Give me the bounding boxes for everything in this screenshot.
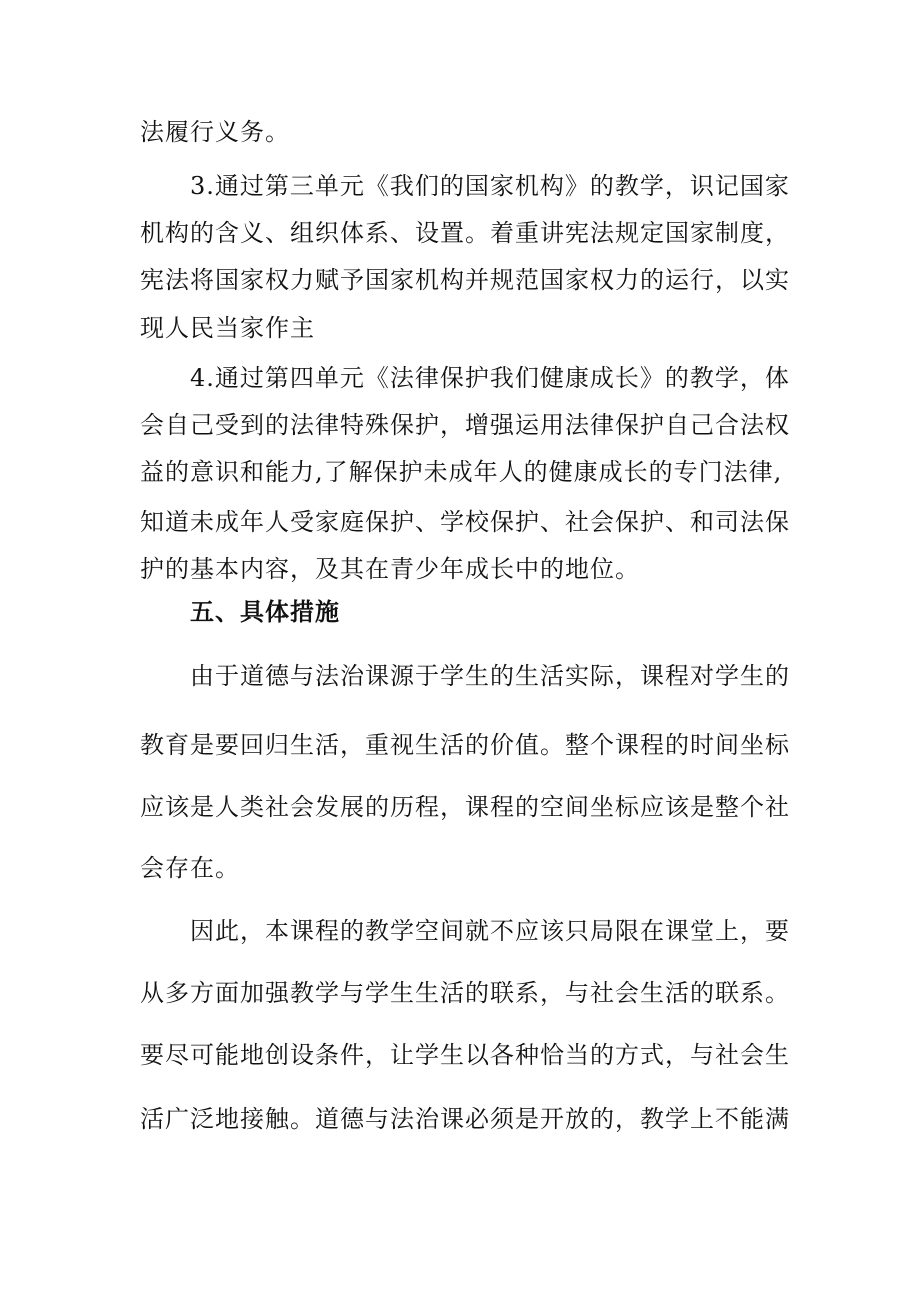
text-line: 从多方面加强教学与学生生活的联系，与社会生活的联系。 (140, 979, 790, 1007)
text-line: 3.通过第三单元《我们的国家机构》的教学，识记国家 (190, 172, 790, 200)
text-line: 现人民当家作主 (140, 314, 315, 342)
text-line: 法履行义务。 (140, 118, 290, 146)
section-heading: 五、具体措施 (190, 597, 340, 626)
text-line: 教育是要回归生活，重视生活的价值。整个课程的时间坐标 (140, 731, 790, 759)
text-line: 因此，本课程的教学空间就不应该只局限在课堂上，要 (190, 917, 790, 945)
text-line: 要尽可能地创设条件，让学生以各种恰当的方式，与社会生 (140, 1041, 790, 1069)
text-line: 会存在。 (140, 854, 240, 882)
text-line: 护的基本内容，及其在青少年成长中的地位。 (140, 555, 640, 583)
text-line: 知道未成年人受家庭保护、学校保护、社会保护、和司法保 (140, 508, 790, 536)
text-line: 活广泛地接触。道德与法治课必须是开放的，教学上不能满 (140, 1105, 790, 1133)
text-line: 由于道德与法治课源于学生的生活实际，课程对学生的 (190, 662, 790, 690)
text-line: 应该是人类社会发展的历程，课程的空间坐标应该是整个社 (140, 793, 790, 821)
text-line: 机构的含义、组织体系、设置。着重讲宪法规定国家制度， (140, 219, 790, 247)
text-line: 会自己受到的法律特殊保护，增强运用法律保护自己合法权 (140, 411, 790, 439)
text-line: 4.通过第四单元《法律保护我们健康成长》的教学，体 (190, 364, 790, 392)
text-line: 益的意识和能力,了解保护未成年人的健康成长的专门法律, (140, 458, 783, 486)
text-line: 宪法将国家权力赋予国家机构并规范国家权力的运行，以实 (140, 266, 790, 294)
